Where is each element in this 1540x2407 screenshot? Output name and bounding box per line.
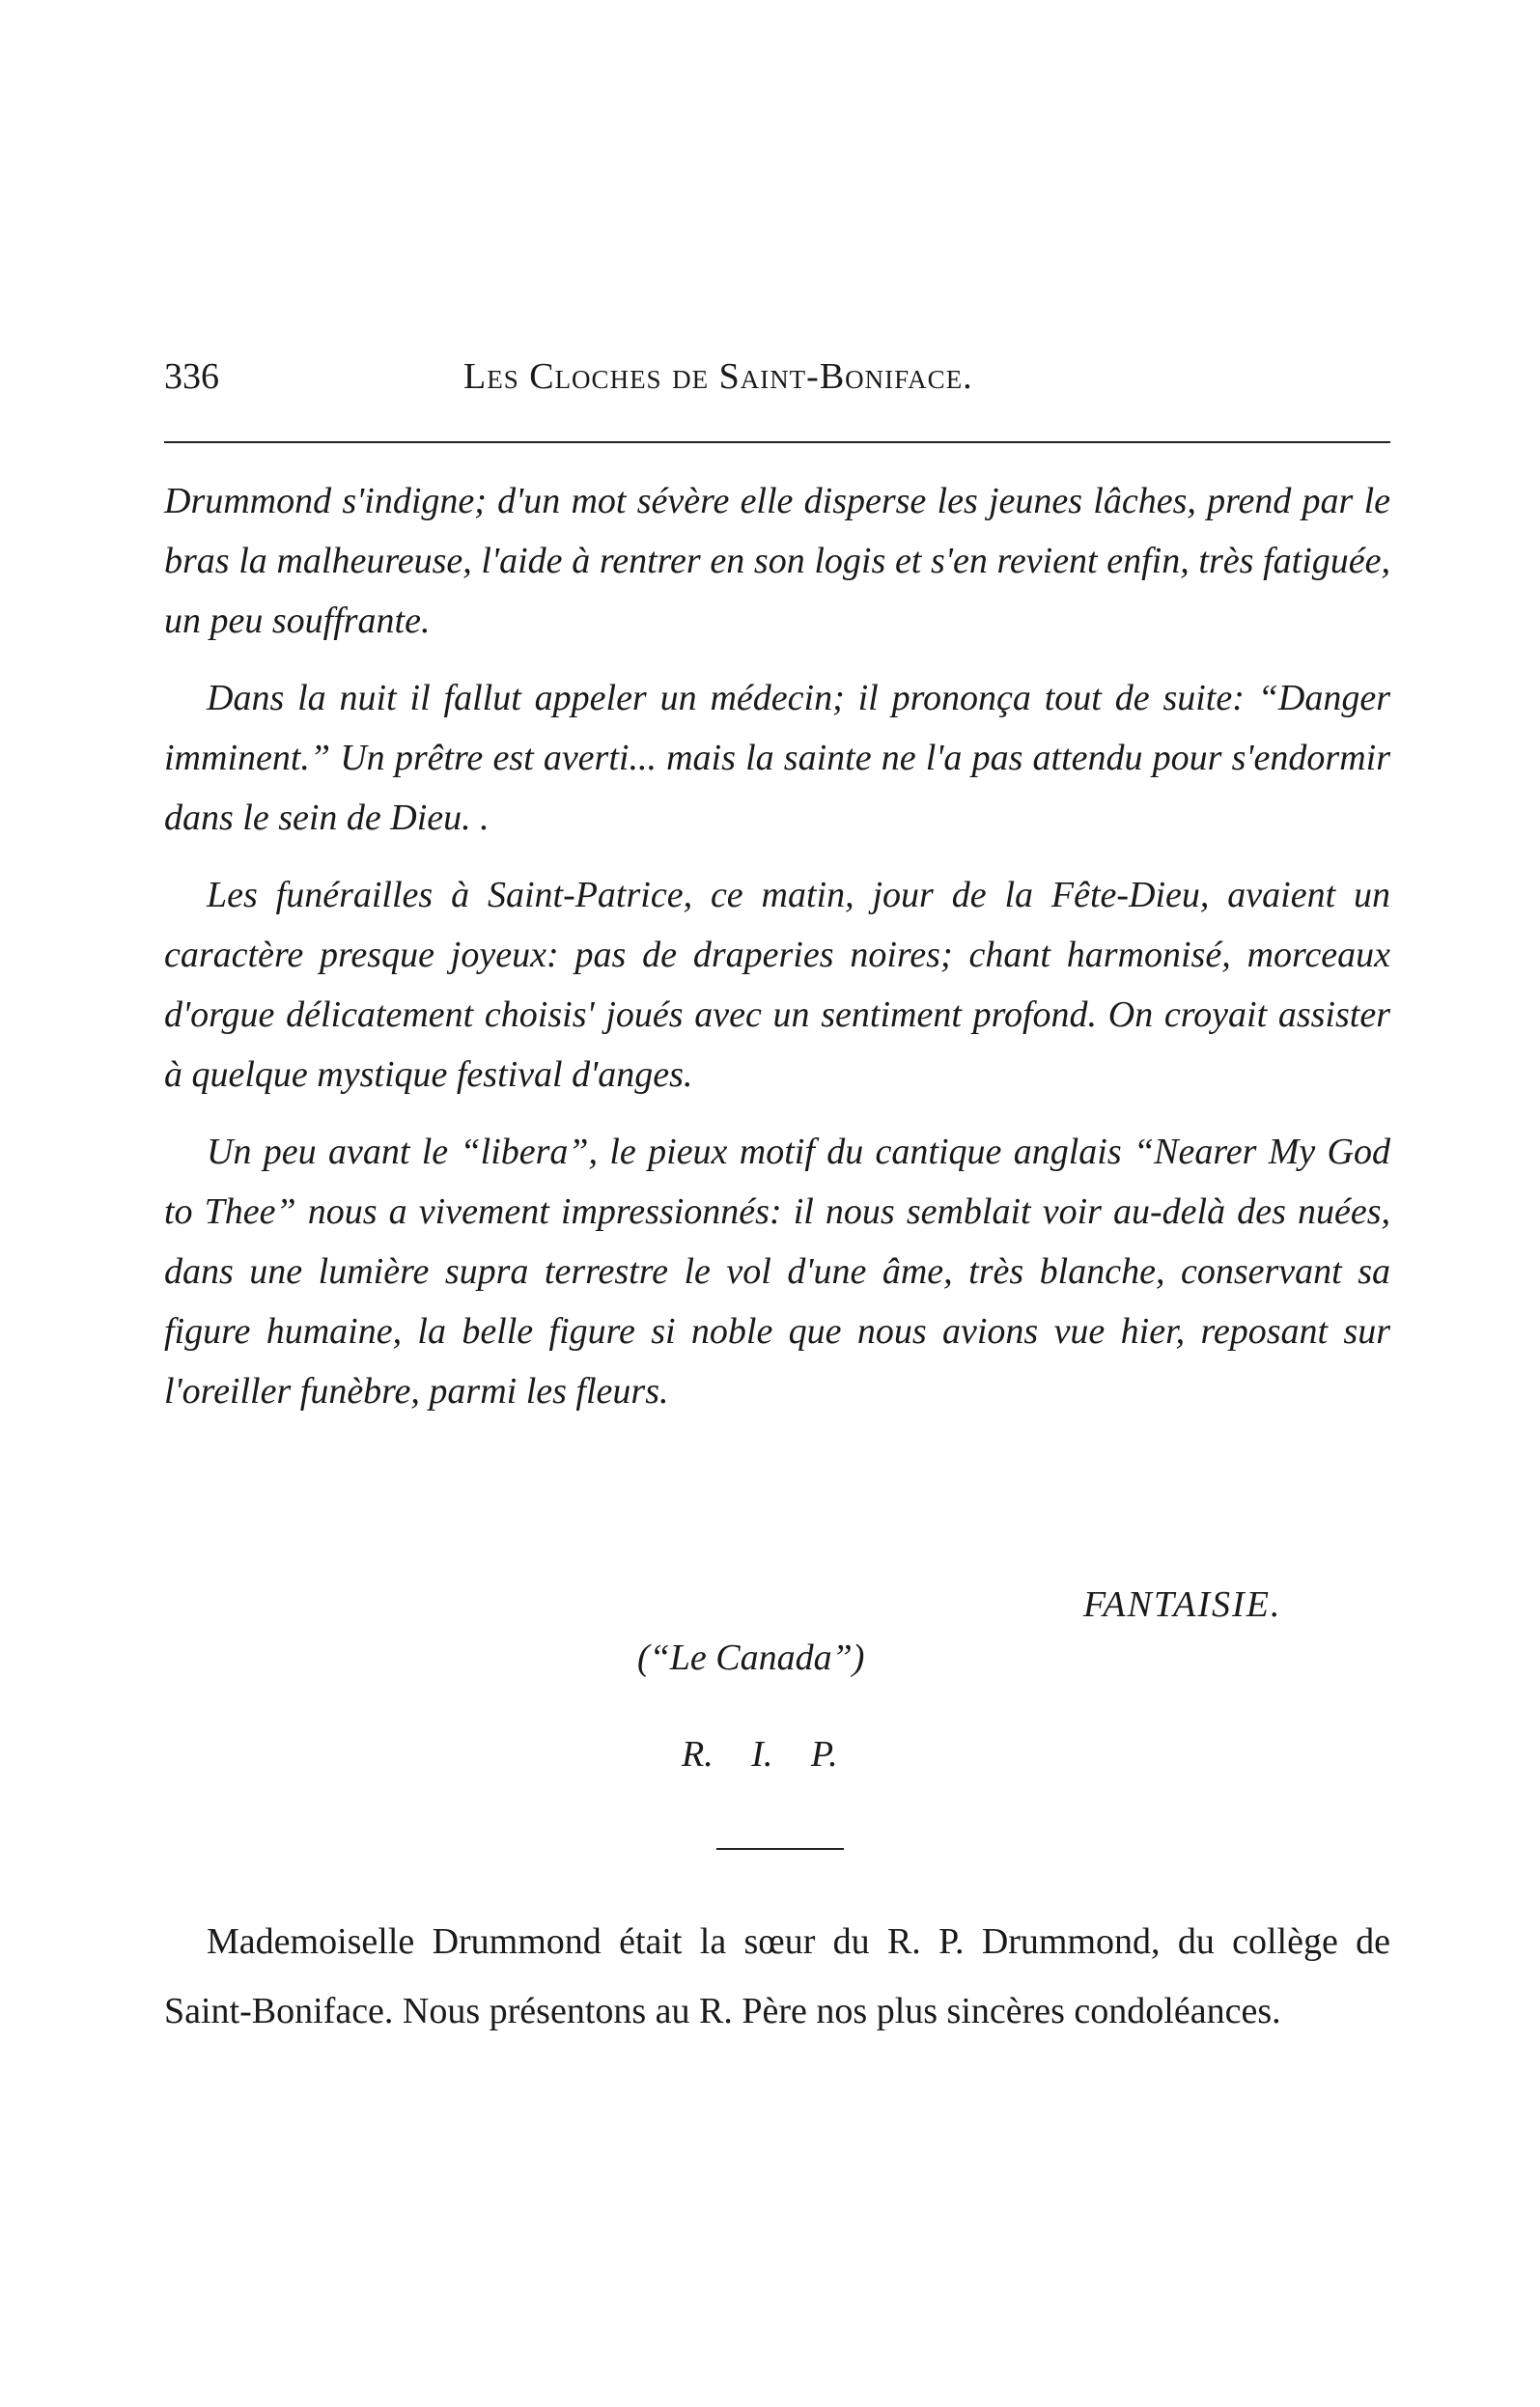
paragraph-3: Les funérailles à Saint-Patrice, ce matin, jour de la Fête-Dieu, avaient un caractère presque joyeux: pas de draperies noires; chant harmonisé, morceaux d'orgue délicatement choisis' joués avec un sentiment profond. On croyait assister à quelque mystique festival d'anges.: [164, 875, 1390, 1095]
header-rule: [164, 441, 1390, 443]
body-text: [164, 471, 1390, 1439]
section-divider: [716, 1848, 844, 1850]
paragraph-1: Drummond s'indigne; d'un mot sévère elle disperse les jeunes lâches, prend par le bras la malheureuse, l'aide à rentrer en son logis et s'en revient enfin, très fatiguée, un peu souffrante.: [164, 481, 1390, 641]
rip-line: R. I. P.: [682, 1734, 838, 1775]
editorial-note: Mademoiselle Drummond était la sœur du R. P. Drummond, du collège de Saint-Boniface. Nous présentons au R. Père nos plus sincères condoléances.: [164, 1921, 1390, 2031]
running-title: Les Cloches de Saint-Boniface.: [463, 356, 973, 397]
paragraph-2: Dans la nuit il fallut appeler un médecin; il prononça tout de suite: “Danger imminent.” Un prêtre est averti... mais la sainte ne l'a pas attendu pour s'endormir dans le sein de Dieu. .: [164, 678, 1390, 838]
source-citation: (“Le Canada”): [637, 1637, 865, 1678]
paragraph-4: Un peu avant le “libera”, le pieux motif du cantique anglais “Nearer My God to Thee” nous a vivement impressionnés: il nous semblait voir au-delà des nuées, dans une lumière supra terrestre le vol d'une âme, très blanche, conservant sa figure humaine, la belle figure si noble que nous avions vue hier, reposant sur l'oreiller funèbre, parmi les fleurs.: [164, 1132, 1390, 1412]
page-number: 336: [164, 356, 219, 397]
running-head: [164, 355, 1390, 404]
signature: FANTAISIE.: [1083, 1584, 1282, 1625]
